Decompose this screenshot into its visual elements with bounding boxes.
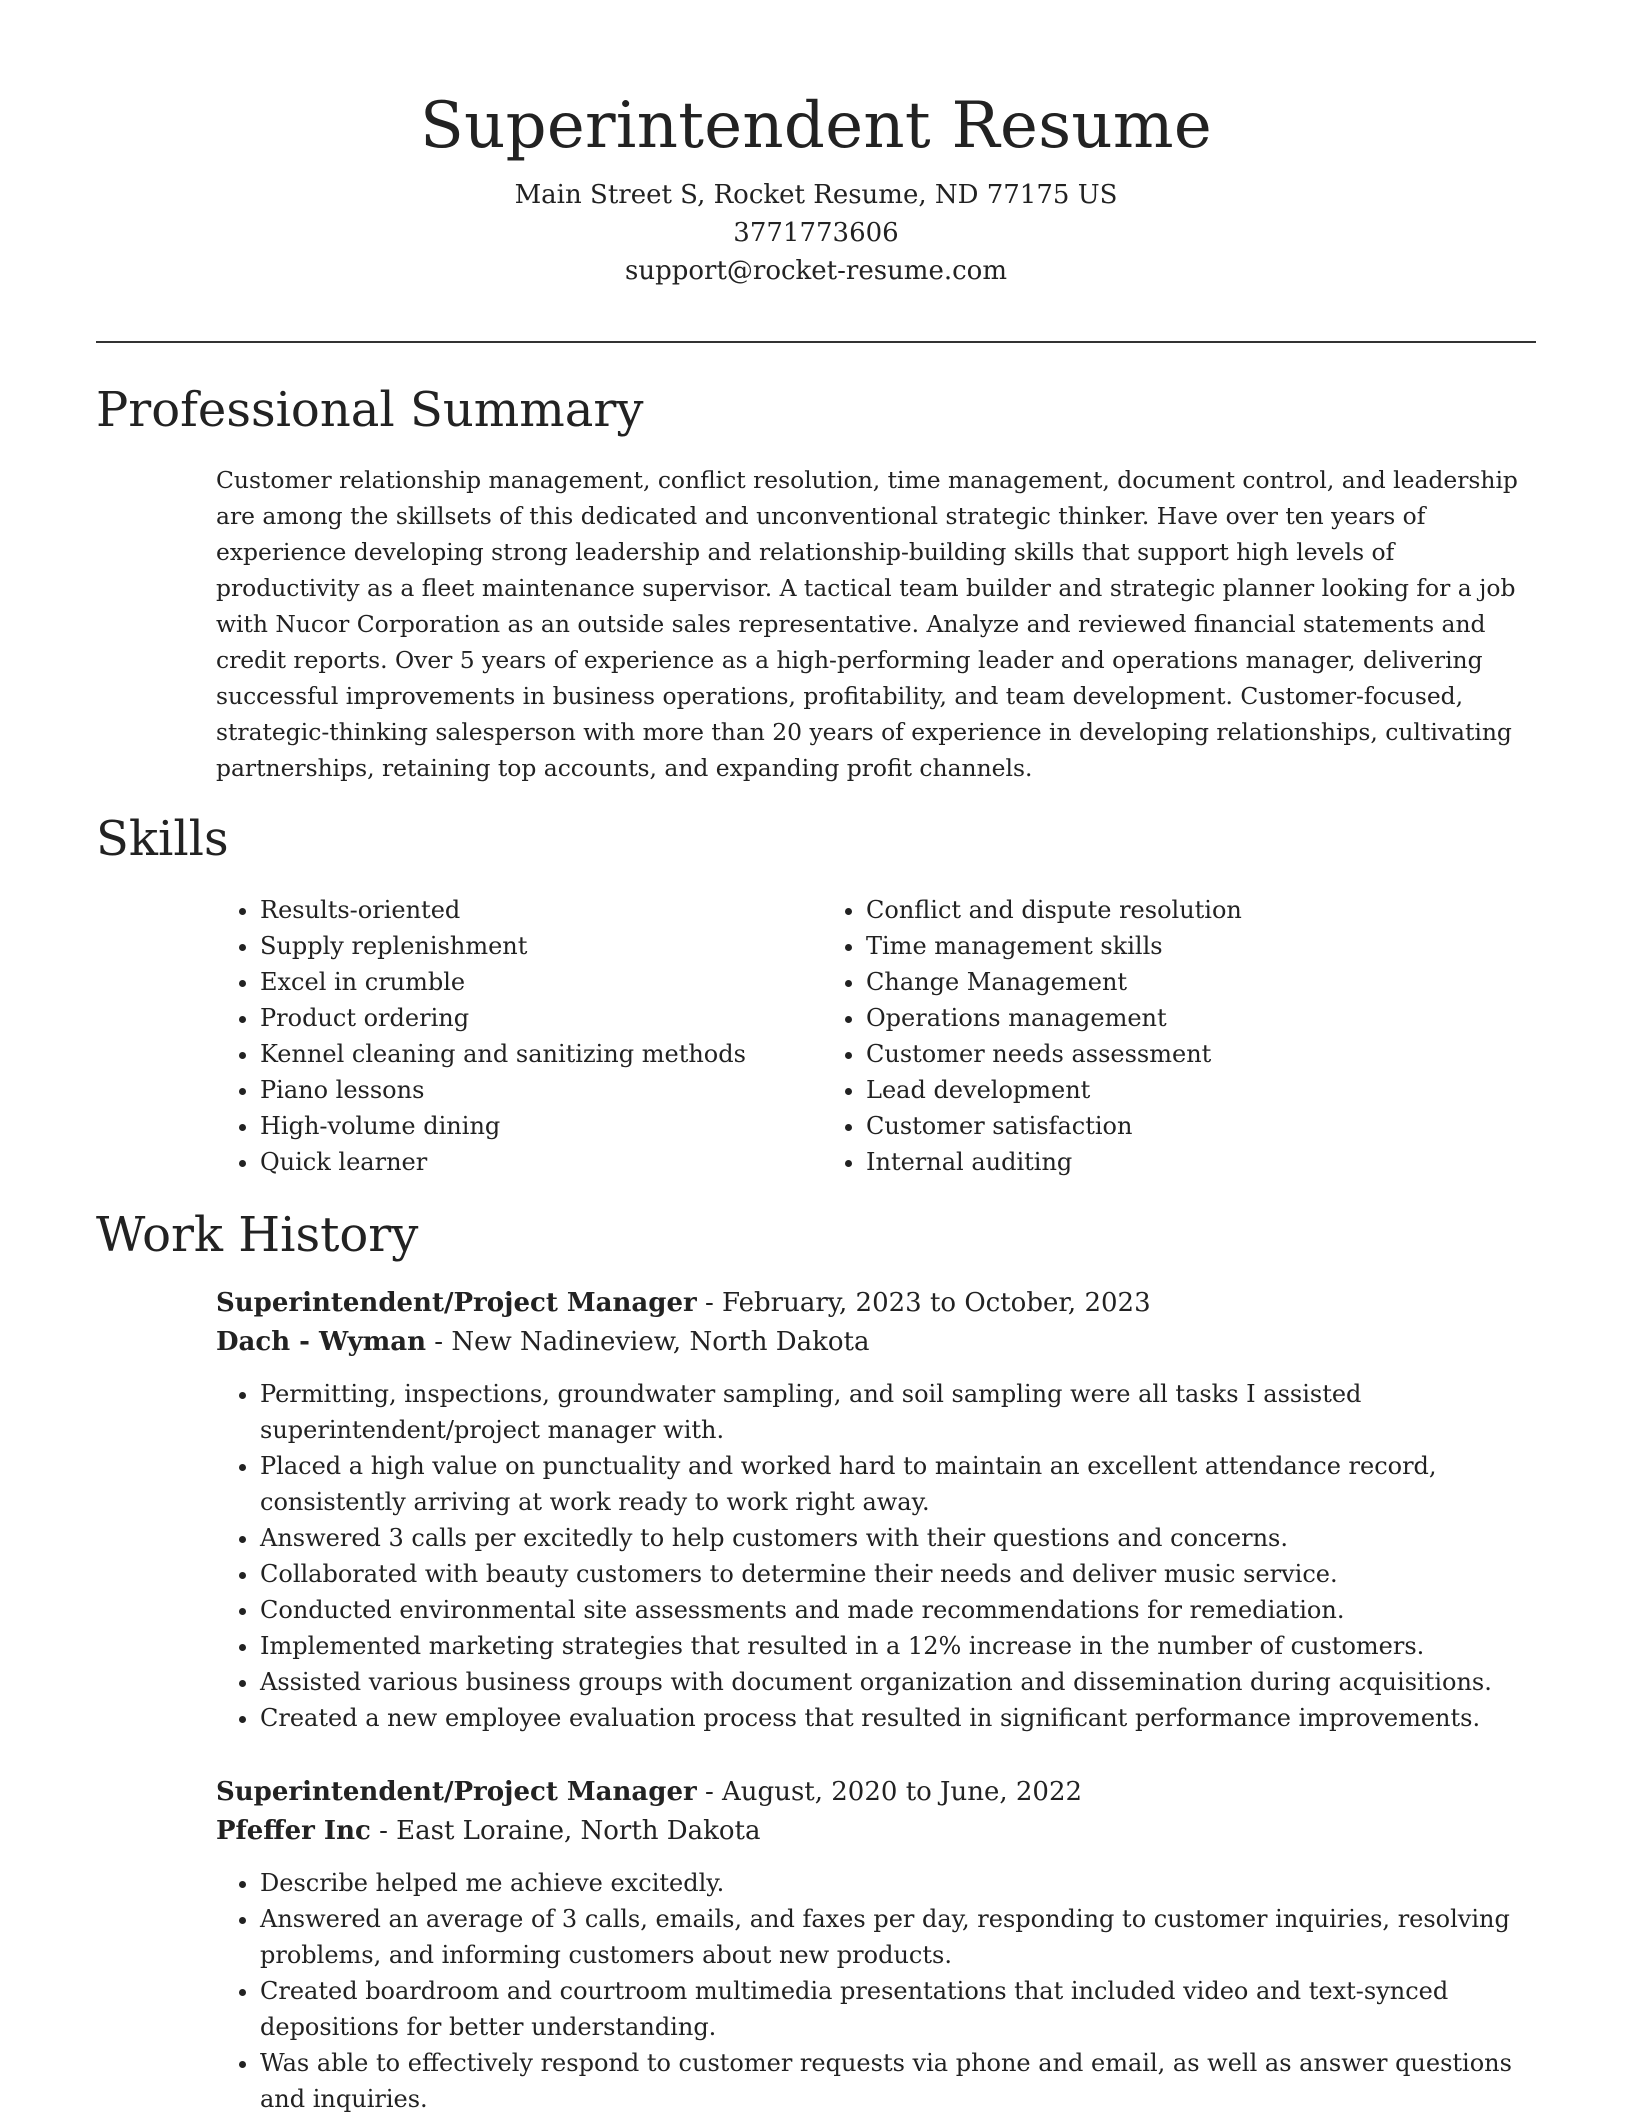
duty-item: • Was able to effectively respond to customer requests via phone and email, as well as answer questions and inquiries. bbox=[260, 2045, 1541, 2112]
job-position: Superintendent/Project Manager bbox=[216, 1777, 697, 1807]
resume-header bbox=[96, 86, 1536, 290]
header-divider bbox=[96, 341, 1536, 343]
job-entry bbox=[216, 1773, 1541, 2112]
skill-item: • Customer needs assessment bbox=[866, 1036, 1472, 1072]
phone-number: 3771773606 bbox=[733, 218, 899, 248]
duty-item: • Implemented marketing strategies that resulted in a 12% increase in the number of customers. bbox=[260, 1628, 1541, 1664]
skills-list bbox=[216, 892, 1536, 1180]
skill-item: • Excel in crumble bbox=[260, 964, 822, 1000]
email-address: support@rocket-resume.com bbox=[624, 256, 1007, 286]
skill-item: • Supply replenishment bbox=[260, 928, 822, 964]
skills-column-left bbox=[216, 892, 822, 1180]
job-dates: February, 2023 to October, 2023 bbox=[722, 1288, 1151, 1318]
job-company: Dach - Wyman bbox=[216, 1327, 427, 1357]
skill-item: • Quick learner bbox=[260, 1144, 822, 1180]
resume-title: Superintendent Resume bbox=[419, 89, 1213, 163]
skill-item: • Time management skills bbox=[866, 928, 1472, 964]
duty-item: • Permitting, inspections, groundwater sampling, and soil sampling were all tasks I assisted superintendent/project manager with. bbox=[260, 1376, 1541, 1448]
address: Main Street S, Rocket Resume, ND 77175 US bbox=[514, 180, 1118, 210]
job-entry bbox=[216, 1284, 1541, 1736]
skill-item: • Piano lessons bbox=[260, 1072, 822, 1108]
skills-heading: Skills bbox=[96, 811, 229, 867]
job-company-line: Dach - Wyman - New Nadineview, North Dakota bbox=[216, 1327, 870, 1357]
skill-item: • Product ordering bbox=[260, 1000, 822, 1036]
duty-item: • Collaborated with beauty customers to determine their needs and deliver music service. bbox=[260, 1556, 1541, 1592]
duty-item: • Assisted various business groups with document organization and dissemination during acquisitions. bbox=[260, 1664, 1541, 1700]
job-location: New Nadineview, North Dakota bbox=[451, 1327, 870, 1357]
duty-item: • Conducted environmental site assessments and made recommendations for remediation. bbox=[260, 1592, 1541, 1628]
contact-info bbox=[96, 176, 1536, 290]
job-position: Superintendent/Project Manager bbox=[216, 1288, 697, 1318]
skill-item: • Conflict and dispute resolution bbox=[866, 892, 1472, 928]
duty-item: • Answered an average of 3 calls, emails, and faxes per day, responding to customer inquiries, resolving problems, and informing customers about new products. bbox=[260, 1901, 1541, 1973]
job-title-line: Superintendent/Project Manager - August, 2020 to June, 2022 bbox=[216, 1777, 1083, 1807]
skills-column-right bbox=[822, 892, 1472, 1180]
job-company-line: Pfeffer Inc - East Loraine, North Dakota bbox=[216, 1816, 761, 1846]
skill-item: • High-volume dining bbox=[260, 1108, 822, 1144]
job-company: Pfeffer Inc bbox=[216, 1816, 371, 1846]
skill-item: • Change Management bbox=[866, 964, 1472, 1000]
duty-item: • Created boardroom and courtroom multimedia presentations that included video and text-synced depositions for better understanding. bbox=[260, 1973, 1541, 2045]
summary-text: Customer relationship management, conflict resolution, time management, document control, and leadership are among the skillsets of this dedicated and unconventional strategic thinker. Have over ten years of experience developing strong leadership and relationship-building skills that support high levels of productivity as a fleet maintenance supervisor. A tactical team builder and strategic planner looking for a job with Nucor Corporation as an outside sales representative. Analyze and reviewed financial statements and credit reports. Over 5 years of experience as a high-performing leader and operations manager, delivering successful improvements in business operations, profitability, and team development. Customer-focused, strategic-thinking salesperson with more than 20 years of experience in developing relationships, cultivating partnerships, retaining top accounts, and expanding profit channels. bbox=[216, 466, 1518, 782]
duty-item: • Answered 3 calls per excitedly to help customers with their questions and concerns. bbox=[260, 1520, 1541, 1556]
skill-item: • Results-oriented bbox=[260, 892, 822, 928]
work-history-heading: Work History bbox=[96, 1207, 419, 1263]
skill-item: • Kennel cleaning and sanitizing methods bbox=[260, 1036, 822, 1072]
skill-item: • Lead development bbox=[866, 1072, 1472, 1108]
duty-item: • Describe helped me achieve excitedly. bbox=[260, 1865, 1541, 1901]
duty-item: • Created a new employee evaluation process that resulted in significant performance improvements. bbox=[260, 1700, 1541, 1736]
job-duties bbox=[216, 1865, 1541, 2112]
job-dates: August, 2020 to June, 2022 bbox=[722, 1777, 1083, 1807]
skill-item: • Customer satisfaction bbox=[866, 1108, 1472, 1144]
duty-item: • Placed a high value on punctuality and worked hard to maintain an excellent attendance record, consistently arriving at work ready to work right away. bbox=[260, 1448, 1541, 1520]
skill-item: • Internal auditing bbox=[866, 1144, 1472, 1180]
job-duties bbox=[216, 1376, 1541, 1736]
job-title-line: Superintendent/Project Manager - February, 2023 to October, 2023 bbox=[216, 1288, 1151, 1318]
skill-item: • Operations management bbox=[866, 1000, 1472, 1036]
summary-heading: Professional Summary bbox=[96, 382, 644, 438]
job-location: East Loraine, North Dakota bbox=[396, 1816, 761, 1846]
